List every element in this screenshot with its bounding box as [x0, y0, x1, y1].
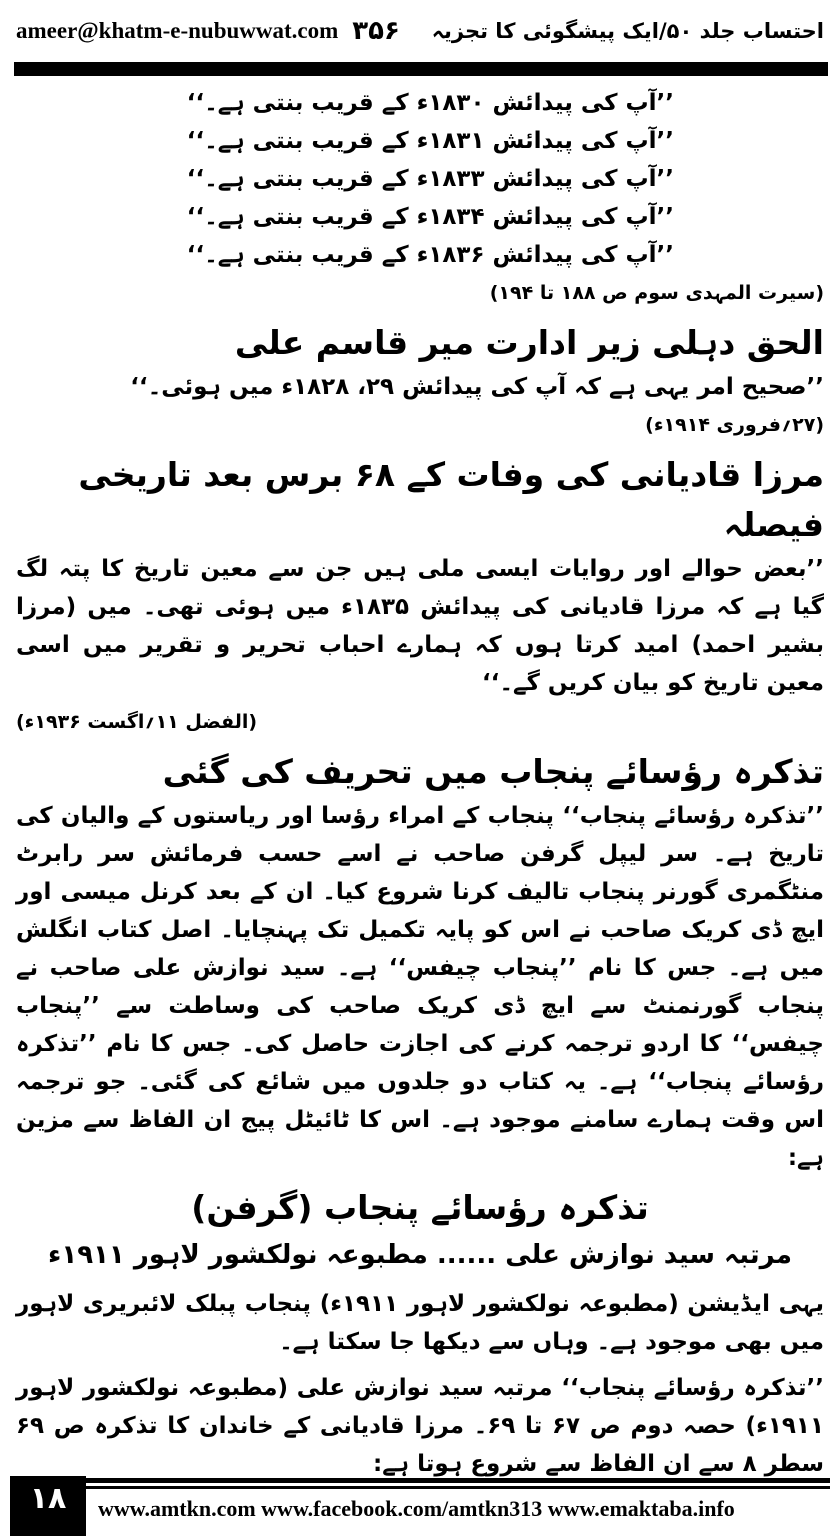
paragraph: [16, 1369, 824, 1483]
paragraph-line: ہے۔ وہاں سے دیکھا جا سکتا ہے۔: [279, 1329, 638, 1355]
quote-line: ’’آپ کی پیدائش ۱۸۳۶ء کے قریب بنتی ہے۔‘‘: [186, 242, 674, 268]
quote-line: ’’صحیح امر یہی ہے کہ آپ کی پیدائش ۲۹، ۱۸۲۸ء میں ہوئی۔‘‘: [130, 374, 824, 400]
quote-row: [16, 368, 824, 444]
quote-line: ’’آپ کی پیدائش ۱۸۳۱ء کے قریب بنتی ہے۔‘‘: [186, 128, 674, 154]
section-heading: تذکرہ رؤسائے پنجاب میں تحریف کی گئی: [162, 752, 824, 791]
running-title: احتساب جلد ۵۰/ایک پیشگوئی کا تجزیہ: [431, 19, 824, 43]
paragraph-line: انگلش میں ہے۔ جس کا نام ’’پنجاب چیفس‘‘ ہے۔ سید نوازش علی صاحب نے پنجاب گورنمنٹ: [16, 917, 825, 1019]
paragraph-line: حاصل کی۔ جس کا نام ’’تذکرہ رؤسائے پنجاب‘‘ ہے۔ یہ کتاب دو جلدوں میں شائع کی گئی۔ جو: [16, 1031, 824, 1095]
header-email: ameer@khatm-e-nubuwwat.com: [16, 18, 339, 43]
paragraph-line: کیا۔ ان کے بعد کرنل میسی اور ایچ ڈی کریک صاحب نے اس کو پایہ تکمیل تک پہنچایا۔ اصل کتاب: [16, 879, 824, 943]
citation: (۲۷؍فروری ۱۹۱۴ء): [645, 414, 824, 436]
paragraph-line: ص ۶۷ تا ۶۹۔ مرزا قادیانی کے خاندان کا تذکرہ ص ۶۹ سطر ۸ سے ان الفاظ سے شروع ہوتا ہے:: [16, 1413, 824, 1477]
footer-urls: www.amtkn.com www.facebook.com/amtkn313 www.emaktaba.info: [98, 1496, 735, 1521]
paragraph-line: ’’تذکرہ رؤسائے پنجاب‘‘ مرتبہ سید نوازش علی (مطبوعہ نولکشور لاہور ۱۹۱۱ء) حصہ دوم: [16, 1375, 824, 1439]
paragraph: [16, 550, 824, 702]
section-heading: مرزا قادیانی کی وفات کے ۶۸ برس بعد تاریخی فیصلہ: [78, 455, 824, 544]
quote-row: [16, 236, 824, 312]
spacer: [16, 1277, 824, 1285]
section-heading: الحق دہلی زیر ادارت میر قاسم علی: [234, 323, 824, 362]
footer-rule: [86, 1478, 830, 1483]
citation: (الفضل ۱۱؍اگست ۱۹۳۶ء): [16, 711, 258, 733]
quote-line: ’’آپ کی پیدائش ۱۸۳۴ء کے قریب بنتی ہے۔‘‘: [186, 204, 674, 230]
page-header: [16, 8, 824, 54]
quote-line: ’’آپ کی پیدائش ۱۸۳۰ء کے قریب بنتی ہے۔‘‘: [186, 90, 674, 116]
paragraph: [16, 797, 824, 1177]
paragraph: [16, 1285, 824, 1361]
footer-page-number: ۱۸: [10, 1476, 86, 1536]
quote-line: ’’آپ کی پیدائش ۱۸۳۳ء کے قریب بنتی ہے۔‘‘: [186, 166, 674, 192]
page-body: [16, 84, 824, 1483]
title-page-byline: مرتبہ سید نوازش علی ...... مطبوعہ نولکشور لاہور ۱۹۱۱ء: [48, 1240, 792, 1270]
header-rule: [14, 62, 828, 76]
paragraph-line: یہی ایڈیشن (مطبوعہ نولکشور لاہور ۱۹۱۱ء) پنجاب پبلک لائبریری لاہور میں بھی موجود: [16, 1291, 825, 1355]
paragraph-line: قادیانی کی پیدائش ۱۸۳۵ء میں ہوئی تھی۔ میں (مرزا بشیر احمد) امید کرتا ہوں کہ ہمارے احباب: [16, 594, 824, 658]
title-page-title: تذکرہ رؤسائے پنجاب (گرفن): [191, 1188, 649, 1227]
spacer: [16, 1361, 824, 1369]
paragraph-line: تحریر و تقریر میں اسی معین تاریخ کو بیان کریں گے۔‘‘: [16, 632, 824, 696]
paragraph-line: ترجمہ اس وقت ہمارے سامنے موجود ہے۔ اس کا ٹائیٹل پیج ان الفاظ سے مزین ہے:: [16, 1069, 824, 1171]
paragraph-line: ہے۔ سر لیپل گرفن صاحب نے اسے حسب فرمائش سر رابرٹ منٹگمری گورنر پنجاب تالیف کرنا شروع: [16, 841, 824, 905]
header-page-number: ۳۵۶: [352, 16, 400, 46]
citation: (سیرت المہدی سوم ص ۱۸۸ تا ۱۹۴): [489, 282, 824, 304]
citation-row: [16, 702, 824, 741]
footer-rule: [86, 1486, 830, 1489]
paragraph-line: ’’بعض حوالے اور روایات ایسی ملی ہیں جن سے معین تاریخ کا پتہ لگ گیا ہے کہ مرزا: [16, 556, 825, 620]
paragraph-line: ’’تذکرہ رؤسائے پنجاب‘‘ پنجاب کے امراء رؤسا اور ریاستوں کے والیان کی تاریخ: [16, 803, 824, 867]
paragraph-line: سے ایچ ڈی کریک صاحب کی وساطت سے ’’پنجاب چیفس‘‘ کا اردو ترجمہ کرنے کی اجازت: [16, 993, 824, 1057]
